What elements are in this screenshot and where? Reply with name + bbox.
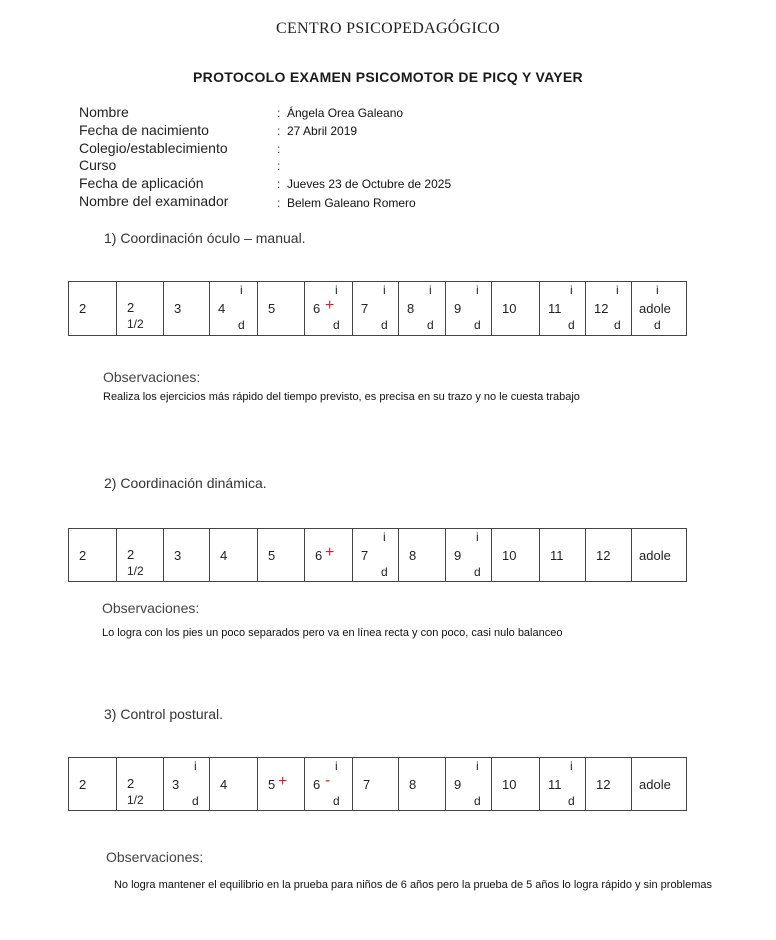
scale-cell — [540, 758, 586, 811]
scale-cell-content — [632, 529, 686, 581]
scale-cell — [446, 758, 492, 811]
scale-cell-label: 3 — [174, 301, 182, 316]
scale-cell-label: 2 — [127, 776, 135, 791]
scale-cell-label: adole — [639, 548, 671, 563]
scale-cell-label: 2 — [127, 547, 135, 562]
scale-cell-right-mark: d — [614, 318, 621, 332]
scale-cell-right-mark: d — [427, 318, 434, 332]
scale-cell-right-mark: d — [654, 318, 661, 332]
scale-cell-content — [210, 758, 257, 810]
scale-cell-label: 11 — [550, 548, 564, 563]
scale-cell-label: 6 — [315, 548, 323, 563]
scale-cell-content — [353, 282, 398, 335]
scale-cell-content — [446, 529, 491, 581]
scale-cell — [69, 758, 117, 811]
scale-cell — [353, 282, 399, 336]
scale-cell-label: 7 — [361, 301, 369, 316]
scale-cell — [586, 282, 632, 336]
section-2-observations-label: Observaciones: — [102, 600, 200, 616]
scale-cell — [632, 758, 687, 811]
info-label-birthdate: Fecha de nacimiento — [79, 122, 209, 138]
scale-cell — [632, 529, 687, 582]
info-label-examiner: Nombre del examinador — [79, 193, 229, 209]
scale-cell-fraction: 1/2 — [127, 564, 144, 578]
info-label-application-date: Fecha de aplicación — [79, 175, 204, 191]
scale-cell-label: 10 — [502, 301, 517, 316]
scale-cell — [210, 758, 258, 811]
scale-cell-content — [632, 758, 686, 810]
section-3-heading: 3) Control postural. — [104, 706, 224, 722]
info-colon: : — [277, 159, 281, 173]
scale-cell — [540, 282, 586, 336]
scale-cell-label: 12 — [596, 777, 611, 792]
scale-cell-right-mark: d — [474, 794, 481, 808]
scale-cell-label: 8 — [409, 777, 417, 792]
scale-cell-content — [492, 758, 539, 810]
scale-cell-right-mark: d — [333, 794, 340, 808]
red-minus-mark: - — [325, 772, 331, 789]
scale-cell-left-mark: i — [476, 283, 479, 297]
info-value-name: Ángela Orea Galeano — [287, 106, 404, 120]
scale-cell-content — [540, 529, 585, 581]
scale-cell — [117, 282, 164, 336]
scale-cell-content — [586, 529, 631, 581]
scale-cell-content — [492, 529, 539, 581]
info-value-examiner: Belem Galeano Romero — [287, 196, 416, 210]
scale-cell-right-mark: d — [381, 565, 388, 579]
scale-cell-left-mark: i — [656, 283, 659, 297]
scale-cell-right-mark: d — [192, 794, 199, 808]
scale-cell-right-mark: d — [568, 318, 575, 332]
scale-cell-content — [69, 282, 116, 335]
scale-cell-content — [305, 758, 352, 810]
scale-cell-content — [446, 758, 491, 810]
scale-cell-left-mark: i — [335, 283, 338, 297]
scale-cell — [399, 758, 446, 811]
scale-cell-label: 2 — [79, 301, 87, 316]
scale-cell-right-mark: d — [568, 794, 575, 808]
scale-cell-left-mark: i — [429, 283, 432, 297]
scale-cell-label: adole — [639, 301, 671, 316]
scale-cell-label: 9 — [454, 548, 462, 563]
scale-cell-left-mark: i — [194, 759, 197, 773]
scale-cell — [117, 758, 164, 811]
scale-cell-content — [399, 282, 445, 335]
scale-cell — [632, 282, 687, 336]
info-colon: : — [277, 142, 281, 156]
scale-cell-content — [305, 529, 352, 581]
info-label-school: Colegio/establecimiento — [79, 140, 228, 156]
scale-cell — [258, 758, 305, 811]
scale-cell-right-mark: d — [238, 318, 245, 332]
scale-cell — [258, 529, 305, 582]
section-1-observations-label: Observaciones: — [103, 369, 201, 385]
scale-cell-label: 3 — [174, 548, 182, 563]
scale-cell-left-mark: i — [335, 759, 338, 773]
scale-cell-content — [353, 529, 398, 581]
section-1-heading: 1) Coordinación óculo – manual. — [104, 230, 306, 246]
scale-cell-label: 9 — [454, 301, 462, 316]
scale-cell — [586, 758, 632, 811]
center-name: CENTRO PSICOPEDAGÓGICO — [276, 20, 500, 37]
scale-cell — [586, 529, 632, 582]
section-2-scale-table — [68, 528, 687, 582]
scale-cell-label: 3 — [172, 777, 180, 792]
scale-cell — [69, 529, 117, 582]
red-plus-mark: + — [325, 544, 335, 561]
scale-cell-content — [399, 529, 445, 581]
scale-cell — [492, 758, 540, 811]
scale-cell-label: 4 — [220, 777, 228, 792]
scale-cell-content — [117, 529, 163, 581]
info-colon: : — [277, 177, 281, 191]
scale-cell-right-mark: d — [333, 318, 340, 332]
scale-cell-label: 11 — [548, 301, 562, 316]
scale-cell-label: adole — [639, 777, 671, 792]
scale-cell-content — [540, 282, 585, 335]
section-1-observations-text: Realiza los ejercicios más rápido del tiempo previsto, es precisa en su trazo y no le cuesta trabajo — [103, 391, 580, 403]
scale-cell-content — [632, 282, 686, 335]
scale-cell-left-mark: i — [240, 283, 243, 297]
scale-cell-left-mark: i — [383, 530, 386, 544]
section-3-scale-table — [68, 757, 687, 811]
scale-cell-content — [586, 282, 631, 335]
scale-cell-label: 6 — [313, 301, 321, 316]
scale-cell-label: 4 — [220, 548, 228, 563]
section-3-observations-label: Observaciones: — [106, 849, 204, 865]
scale-cell — [492, 282, 540, 336]
info-colon: : — [277, 124, 281, 138]
scale-cell-content — [210, 529, 257, 581]
scale-cell-right-mark: d — [381, 318, 388, 332]
scale-cell — [164, 282, 210, 336]
scale-cell-content — [258, 758, 304, 810]
scale-cell-right-mark: d — [474, 565, 481, 579]
scale-cell — [399, 529, 446, 582]
scale-cell-label: 8 — [409, 548, 417, 563]
info-label-name: Nombre — [79, 104, 129, 120]
section-2-heading: 2) Coordinación dinámica. — [104, 475, 267, 491]
scale-cell — [305, 282, 353, 336]
info-colon: : — [277, 196, 281, 210]
scale-cell-right-mark: d — [474, 318, 481, 332]
scale-cell-left-mark: i — [570, 759, 573, 773]
scale-cell — [492, 529, 540, 582]
scale-cell-label: 10 — [502, 777, 517, 792]
scale-cell — [305, 529, 353, 582]
info-colon: : — [277, 106, 281, 120]
scale-cell — [210, 529, 258, 582]
info-label-course: Curso — [79, 157, 117, 173]
scale-cell-label: 2 — [79, 777, 87, 792]
scale-cell-label: 7 — [361, 548, 369, 563]
scale-cell — [540, 529, 586, 582]
scale-cell — [399, 282, 446, 336]
scale-cell-label: 7 — [363, 777, 371, 792]
red-plus-mark: + — [278, 773, 288, 790]
scale-cell-content — [258, 529, 304, 581]
scale-cell-left-mark: i — [476, 759, 479, 773]
scale-cell-label: 5 — [268, 548, 276, 563]
scale-cell-label: 12 — [594, 301, 609, 316]
scale-cell-label: 2 — [127, 300, 135, 315]
scale-cell-content — [446, 282, 491, 335]
scale-cell-label: 11 — [548, 777, 562, 792]
scale-cell-content — [492, 282, 539, 335]
scale-cell — [353, 758, 399, 811]
section-3-observations-text: No logra mantener el equilibrio en la prueba para niños de 6 años pero la prueba de 5 años lo logra rápido y sin problemas — [113, 879, 713, 891]
scale-cell-content — [399, 758, 445, 810]
scale-cell-label: 9 — [454, 777, 462, 792]
scale-cell-content — [305, 282, 352, 335]
scale-cell-fraction: 1/2 — [127, 317, 144, 331]
scale-cell-content — [117, 282, 163, 335]
scale-cell-content — [258, 282, 304, 335]
scale-cell — [258, 282, 305, 336]
scale-cell-label: 6 — [313, 777, 321, 792]
scale-cell-content — [117, 758, 163, 810]
scale-cell-label: 5 — [268, 301, 276, 316]
scale-cell-label: 8 — [407, 301, 415, 316]
scale-cell — [305, 758, 353, 811]
scale-cell-content — [164, 282, 209, 335]
scale-cell-content — [353, 758, 398, 810]
info-value-application-date: Jueves 23 de Octubre de 2025 — [287, 177, 452, 191]
scale-cell-label: 12 — [596, 548, 611, 563]
scale-cell — [353, 529, 399, 582]
info-value-birthdate: 27 Abril 2019 — [287, 124, 358, 138]
scale-cell — [117, 529, 164, 582]
section-2-observations-text: Lo logra con los pies un poco separados pero va en línea recta y con poco, casi nulo balanceo — [102, 627, 563, 639]
scale-cell-left-mark: i — [383, 283, 386, 297]
red-plus-mark: + — [325, 297, 335, 314]
scale-cell — [210, 282, 258, 336]
section-1-scale-table — [68, 281, 687, 336]
scale-cell — [446, 529, 492, 582]
scale-cell-left-mark: i — [616, 283, 619, 297]
scale-cell-left-mark: i — [476, 530, 479, 544]
scale-cell — [164, 758, 210, 811]
scale-cell-label: 5 — [268, 777, 276, 792]
scale-cell — [446, 282, 492, 336]
scale-cell-content — [586, 758, 631, 810]
scale-cell-label: 4 — [218, 301, 226, 316]
scale-cell-content — [540, 758, 585, 810]
scale-cell-content — [164, 529, 209, 581]
scale-cell-content — [210, 282, 257, 335]
scale-cell-content — [164, 758, 209, 810]
scale-cell-content — [69, 758, 116, 810]
protocol-title: PROTOCOLO EXAMEN PSICOMOTOR DE PICQ Y VAYER — [193, 69, 583, 85]
scale-cell-content — [69, 529, 116, 581]
scale-cell — [164, 529, 210, 582]
scale-cell-label: 2 — [79, 548, 87, 563]
scale-cell-fraction: 1/2 — [127, 793, 144, 807]
scale-cell — [69, 282, 117, 336]
scale-cell-label: 10 — [502, 548, 517, 563]
scale-cell-left-mark: i — [570, 283, 573, 297]
